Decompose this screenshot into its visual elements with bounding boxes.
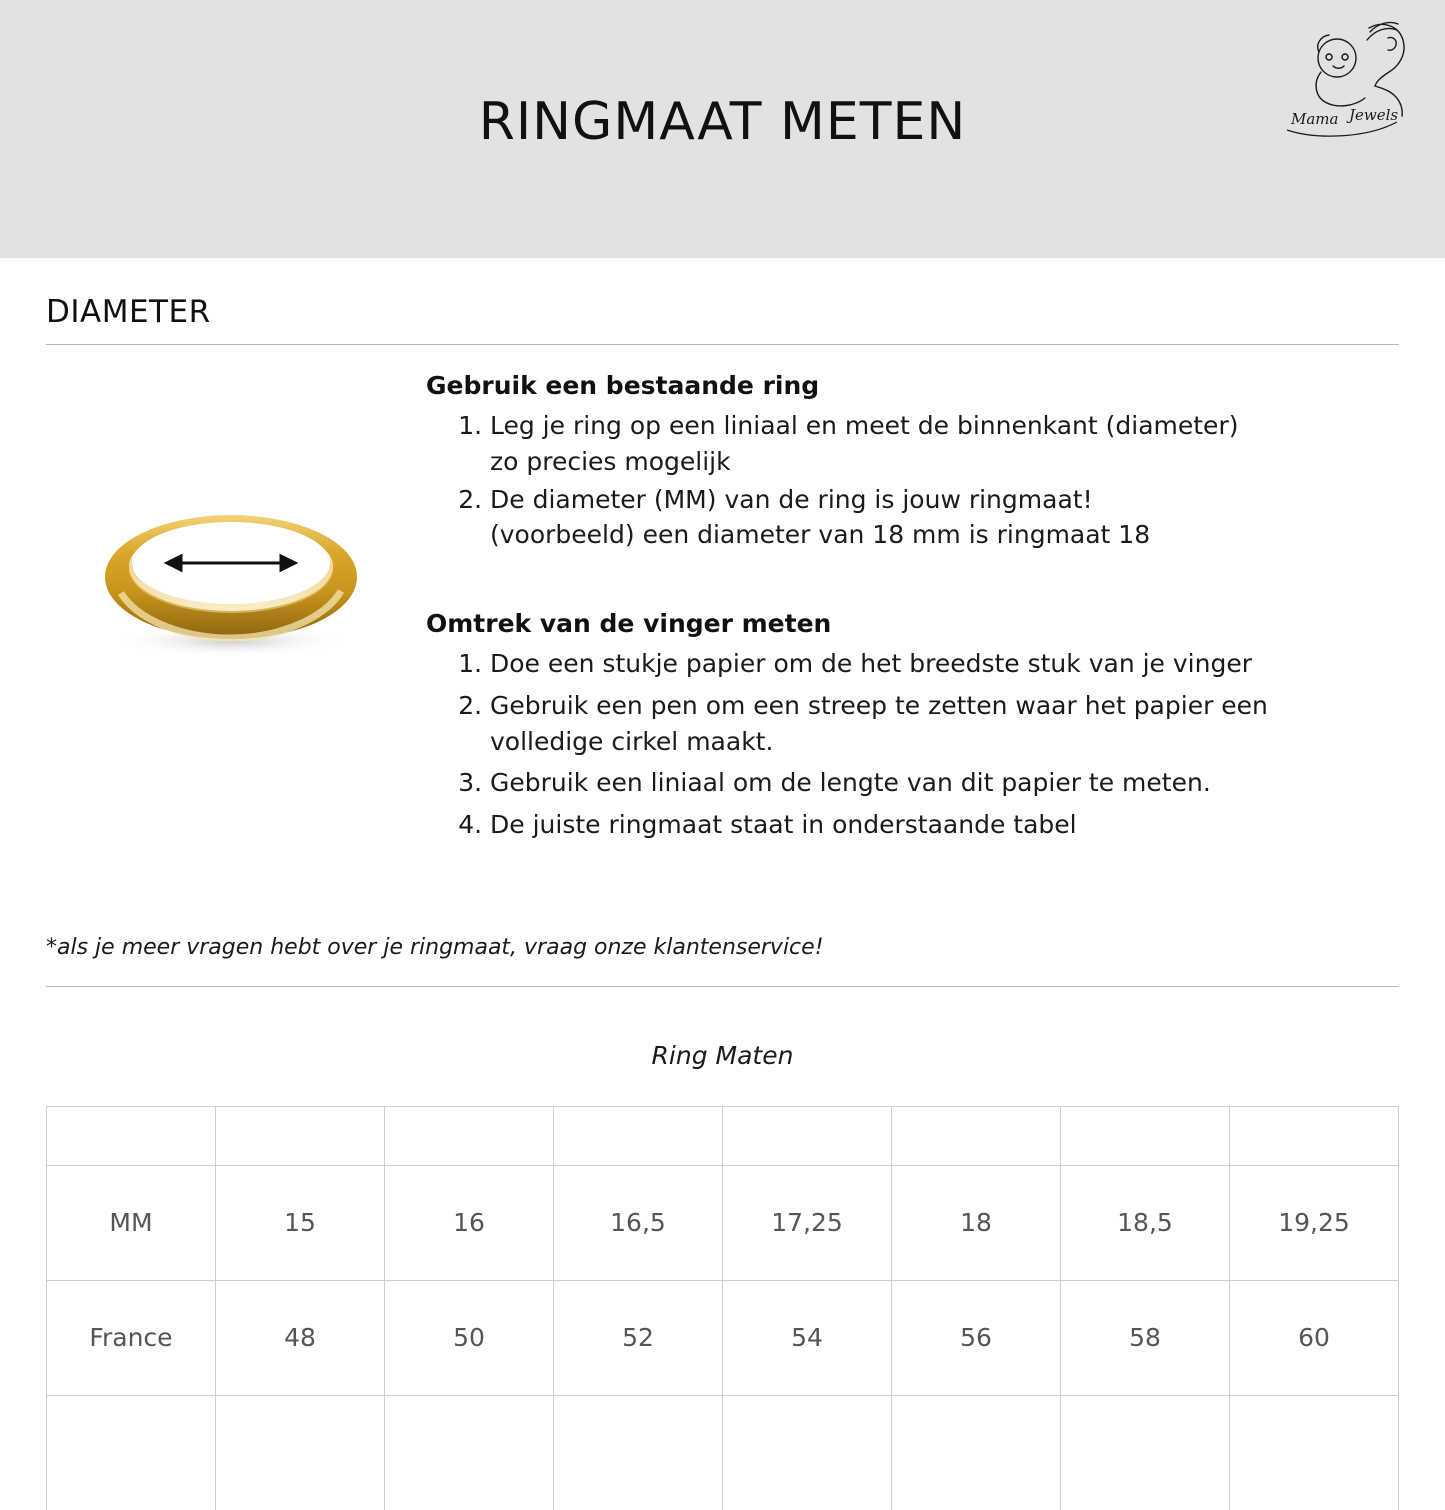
table-row-spacer-top (47, 1106, 1399, 1165)
list-item (490, 408, 1399, 480)
divider-bottom (46, 986, 1399, 987)
cell-mm-3: 17,25 (723, 1165, 892, 1280)
row-label-france: France (47, 1280, 216, 1395)
instructions-column (416, 371, 1399, 849)
step-subtext: volledige cirkel maakt. (490, 726, 774, 756)
step-text: Gebruik een liniaal om de lengte van dit papier te meten. (490, 768, 1211, 798)
block-heading-finger-circumference: Omtrek van de vinger meten (426, 609, 832, 638)
cell-france-1: 50 (385, 1280, 554, 1395)
cell-mm-2: 16,5 (554, 1165, 723, 1280)
instructions-row (46, 371, 1399, 849)
step-text: Leg je ring op een liniaal en meet de binnenkant (diameter) (490, 411, 1239, 440)
step-text: Gebruik een pen om een streep te zetten waar het papier een (490, 690, 1268, 720)
section-title-diameter: DIAMETER (46, 294, 211, 330)
table-row-spacer-bottom (47, 1395, 1399, 1510)
list-item (490, 482, 1399, 554)
ring-illustration-column (46, 371, 416, 669)
cell-france-6: 60 (1230, 1280, 1399, 1395)
cell-mm-6: 19,25 (1230, 1165, 1399, 1280)
svg-text:Mama: Mama (1291, 110, 1339, 128)
svg-text:Jewels: Jewels (1349, 106, 1399, 124)
cell-france-3: 54 (723, 1280, 892, 1395)
row-label-mm: MM (47, 1165, 216, 1280)
step-subtext: zo precies mogelijk (490, 446, 731, 476)
cell-france-5: 58 (1061, 1280, 1230, 1395)
step-text: De juiste ringmaat staat in onderstaande tabel (490, 810, 1077, 839)
cell-mm-5: 18,5 (1061, 1165, 1230, 1280)
cell-mm-4: 18 (892, 1165, 1061, 1280)
list-item (490, 765, 1399, 801)
content-area (0, 294, 1445, 1510)
gold-ring-diameter-illustration (81, 489, 381, 669)
steps-existing-ring (426, 408, 1399, 553)
divider-top (46, 344, 1399, 345)
header-band (0, 0, 1445, 258)
cell-mm-1: 16 (385, 1165, 554, 1280)
step-text: De diameter (MM) van de ring is jouw ringmaat! (490, 484, 1093, 514)
block-heading-existing-ring: Gebruik een bestaande ring (426, 371, 820, 400)
list-item (490, 807, 1399, 843)
table-row (47, 1280, 1399, 1395)
steps-finger-circumference (426, 646, 1399, 843)
ring-size-table (46, 1106, 1399, 1510)
step-text: Doe een stukje papier om de het breedste stuk van je vinger (490, 649, 1252, 678)
cell-france-4: 56 (892, 1280, 1061, 1395)
mama-jewels-logo (1257, 14, 1417, 144)
list-item (490, 646, 1399, 682)
cell-france-2: 52 (554, 1280, 723, 1395)
table-caption: Ring Maten (651, 1040, 794, 1070)
list-item (490, 688, 1399, 760)
table-row (47, 1165, 1399, 1280)
cell-mm-0: 15 (216, 1165, 385, 1280)
cell-france-0: 48 (216, 1280, 385, 1395)
page-title: RINGMAAT METEN (478, 92, 967, 152)
step-subtext: (voorbeeld) een diameter van 18 mm is ringmaat 18 (490, 520, 1151, 550)
footnote-customer-service: *als je meer vragen hebt over je ringmaat, vraag onze klantenservice! (46, 934, 824, 960)
